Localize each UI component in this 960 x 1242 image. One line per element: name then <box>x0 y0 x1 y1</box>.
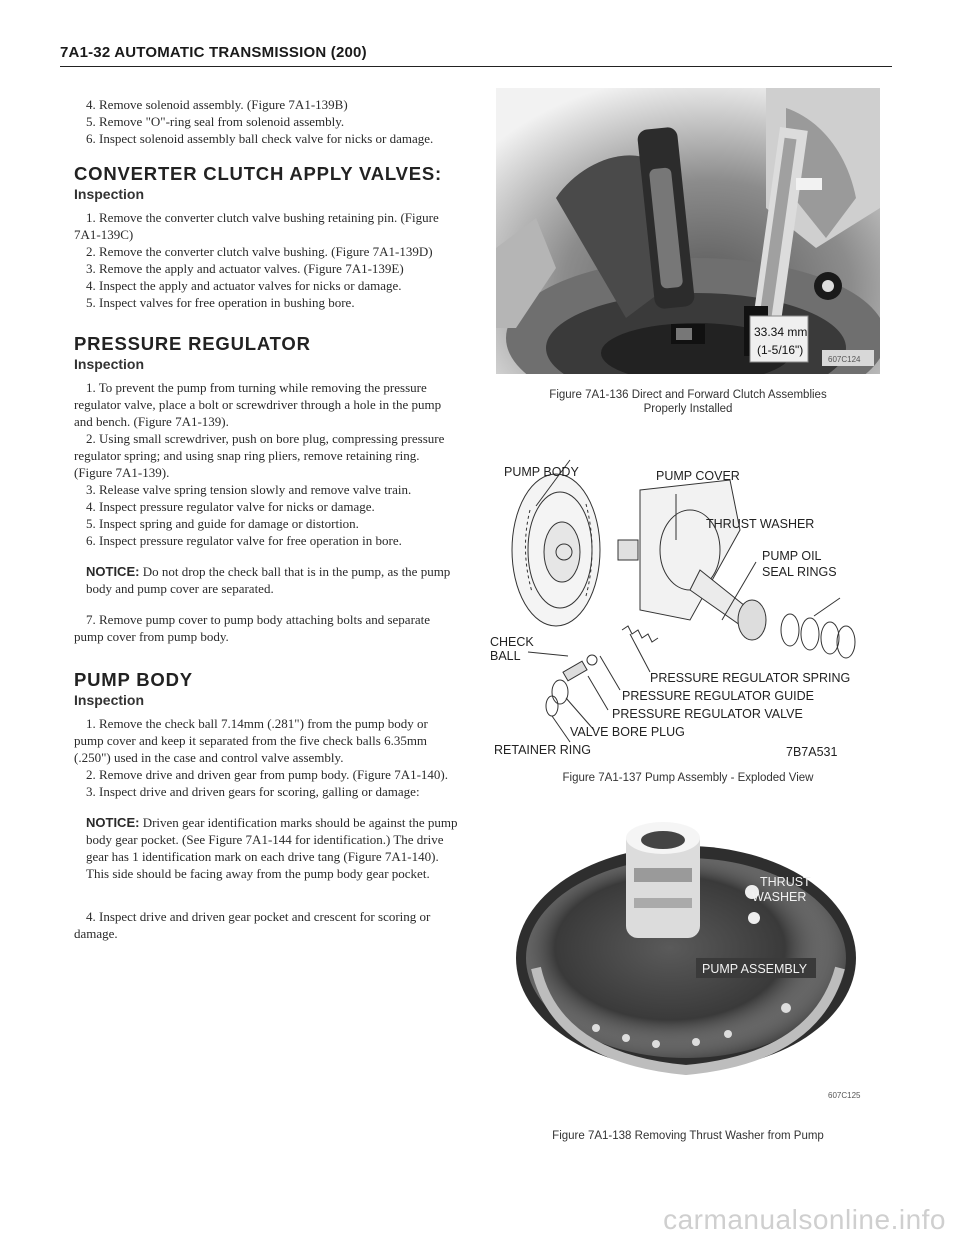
step: 7. Remove pump cover to pump body attaching bolts and separate pump cover from pump body. <box>74 612 431 644</box>
fig136-code: 607C124 <box>828 355 861 364</box>
step: 3. Release valve spring tension slowly and remove valve train. <box>86 482 412 497</box>
watermark: carmanualsonline.info <box>663 1204 946 1235</box>
fig137-code: 7B7A531 <box>786 745 838 759</box>
step: 2. Remove drive and driven gear from pump body. (Figure 7A1-140). <box>86 767 448 782</box>
figure-137-exploded-view <box>490 420 890 760</box>
step: 4. Inspect the apply and actuator valves for nicks or damage. <box>86 278 402 293</box>
label-guide: PRESSURE REGULATOR GUIDE <box>622 689 814 703</box>
step: 1. Remove the converter clutch valve bushing retaining pin. (Figure 7A1-139C) <box>74 210 439 242</box>
figure-138-caption: Figure 7A1-138 Removing Thrust Washer from Pump <box>552 1130 824 1142</box>
subheading-inspection: Inspection <box>74 186 145 202</box>
step: 2. Using small screwdriver, push on bore plug, compressing pressure regulator spring; and using snap ring pliers, remove retaining ring. (Figure 7A1-139). <box>74 431 445 480</box>
page-header: 7A1-32 AUTOMATIC TRANSMISSION (200) <box>60 44 367 61</box>
subheading-inspection: Inspection <box>74 692 145 708</box>
figure-137-caption: Figure 7A1-137 Pump Assembly - Exploded View <box>562 772 814 784</box>
label-check-1: CHECK <box>490 635 534 649</box>
step: 1. Remove the check ball 7.14mm (.281") from the pump body or pump cover and keep it separated from the five check balls 6.35mm (.250") used in the case and control valve assembly. <box>74 716 428 765</box>
step: 4. Inspect drive and driven gear pocket and crescent for scoring or damage. <box>74 909 431 941</box>
step: 1. To prevent the pump from turning while removing the pressure regulator valve, place a bolt or screwdriver through a hole in the pump and bench. (Figure 7A1-139). <box>74 380 442 429</box>
notice-label: NOTICE: <box>86 564 140 579</box>
figure-138-photo <box>496 808 880 1104</box>
section-heading-converter: CONVERTER CLUTCH APPLY VALVES: <box>74 163 443 184</box>
section-heading-pump-body: PUMP BODY <box>74 669 193 690</box>
label-thrust-washer: THRUST WASHER <box>706 517 815 531</box>
notice-text: Do not drop the check ball that is in the pump, as the pump body and pump cover are separated. <box>86 564 451 596</box>
fig136-dim-inch: (1-5/16") <box>757 343 804 357</box>
step: 6. Inspect pressure regulator valve for free operation in bore. <box>86 533 402 548</box>
step: 5. Inspect valves for free operation in bushing bore. <box>86 295 355 310</box>
label-thrust: THRUST <box>760 875 811 889</box>
label-oil-seal-2: SEAL RINGS <box>762 565 837 579</box>
intro-step: 5. Remove "O"-ring seal from solenoid assembly. <box>86 114 345 129</box>
header-rule <box>60 66 892 67</box>
label-spring: PRESSURE REGULATOR SPRING <box>650 671 851 685</box>
caption-line: Properly Installed <box>643 403 733 415</box>
intro-step: 4. Remove solenoid assembly. (Figure 7A1-139B) <box>86 97 348 112</box>
step: 3. Remove the apply and actuator valves. (Figure 7A1-139E) <box>86 261 404 276</box>
label-retainer-ring: RETAINER RING <box>494 743 591 757</box>
label-bore-plug: VALVE BORE PLUG <box>570 725 685 739</box>
subheading-inspection: Inspection <box>74 356 145 372</box>
fig138-code: 607C125 <box>828 1091 861 1100</box>
notice-check-ball <box>86 563 458 597</box>
label-oil-seal-1: PUMP OIL <box>762 549 822 563</box>
label-washer: WASHER <box>752 890 807 904</box>
label-pump-cover: PUMP COVER <box>656 469 740 483</box>
notice-gear-marks <box>86 814 458 882</box>
label-pump-body: PUMP BODY <box>504 465 579 479</box>
label-check-2: BALL <box>490 649 521 663</box>
figure-136-caption <box>496 388 880 416</box>
label-valve: PRESSURE REGULATOR VALVE <box>612 707 803 721</box>
left-column <box>74 96 458 942</box>
label-pump-assembly: PUMP ASSEMBLY <box>702 962 808 976</box>
step: 3. Inspect drive and driven gears for scoring, galling or damage: <box>86 784 420 799</box>
notice-label: NOTICE: <box>86 815 140 830</box>
step: 5. Inspect spring and guide for damage or distortion. <box>86 516 359 531</box>
step: 4. Inspect pressure regulator valve for nicks or damage. <box>86 499 375 514</box>
fig136-dim-metric: 33.34 mm <box>754 325 808 339</box>
section-heading-pressure: PRESSURE REGULATOR <box>74 333 311 354</box>
figure-136-photo <box>496 88 880 374</box>
notice-text: Driven gear identification marks should be against the pump body gear pocket. (See Figure 7A1-144 for identification.) The drive gear has 1 identification mark on each drive tang (Figure 7A1-140). This side should be facing away from the pump body gear pocket. <box>86 815 458 881</box>
caption-line: Figure 7A1-136 Direct and Forward Clutch Assemblies <box>549 389 827 401</box>
step: 2. Remove the converter clutch valve bushing. (Figure 7A1-139D) <box>86 244 433 259</box>
intro-step: 6. Inspect solenoid assembly ball check valve for nicks or damage. <box>86 131 434 146</box>
